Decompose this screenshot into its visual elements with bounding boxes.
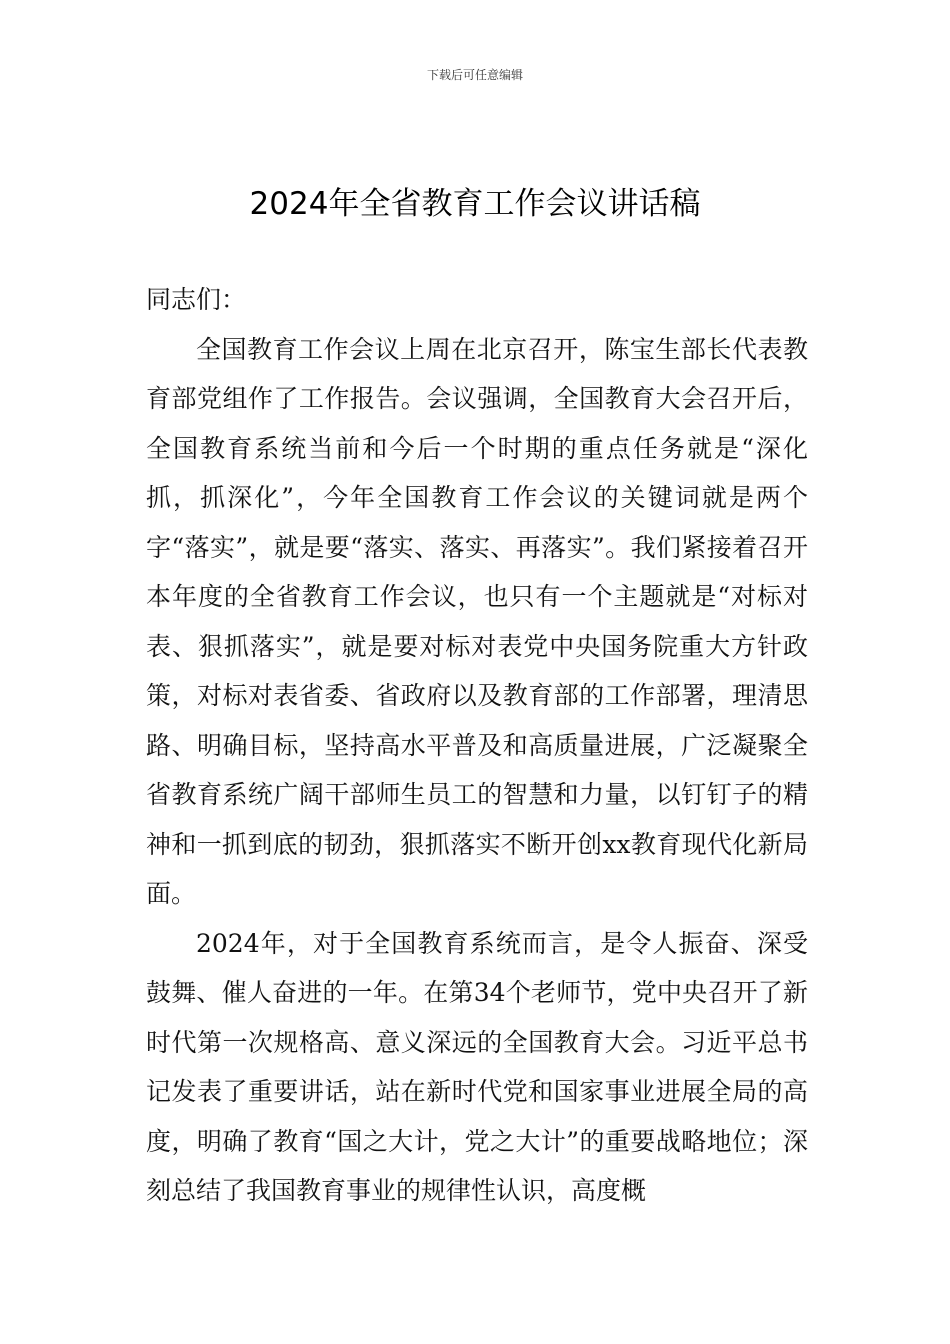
paragraph-1: 全国教育工作会议上周在北京召开，陈宝生部长代表教育部党组作了工作报告。会议强调，全国教育大会召开后，全国教育系统当前和今后一个时期的重点任务就是“深化抓，抓深化”，今年全国教育工作会议的关键词就是两个字“落实”，就是要“落实、落实、再落实”。我们紧接着召开本年度的全省教育工作会议，也只有一个主题就是“对标对表、狠抓落实”，就是要对标对表党中央国务院重大方针政策，对标对表省委、省政府以及教育部的工作部署，理清思路、明确目标，坚持高水平普及和高质量进展，广泛凝聚全省教育系统广阔干部师生员工的智慧和力量，以钉钉子的精神和一抓到底的韧劲，狠抓落实不断开创xx教育现代化新局面。 <box>146 334 808 908</box>
page-header-note: 下载后可任意编辑 <box>426 68 523 82</box>
salutation: 同志们： <box>146 285 247 314</box>
document-body <box>146 275 808 1216</box>
document-title: 2024年全省教育工作会议讲话稿 <box>249 186 701 222</box>
paragraph-2: 2024年，对于全国教育系统而言，是令人振奋、深受鼓舞、催人奋进的一年。在第34个老师节，党中央召开了新时代第一次规格高、意义深远的全国教育大会。习近平总书记发表了重要讲话，站在新时代党和国家事业进展全局的高度，明确了教育“国之大计，党之大计”的重要战略地位；深刻总结了我国教育事业的规律性认识，高度概 <box>146 928 808 1205</box>
